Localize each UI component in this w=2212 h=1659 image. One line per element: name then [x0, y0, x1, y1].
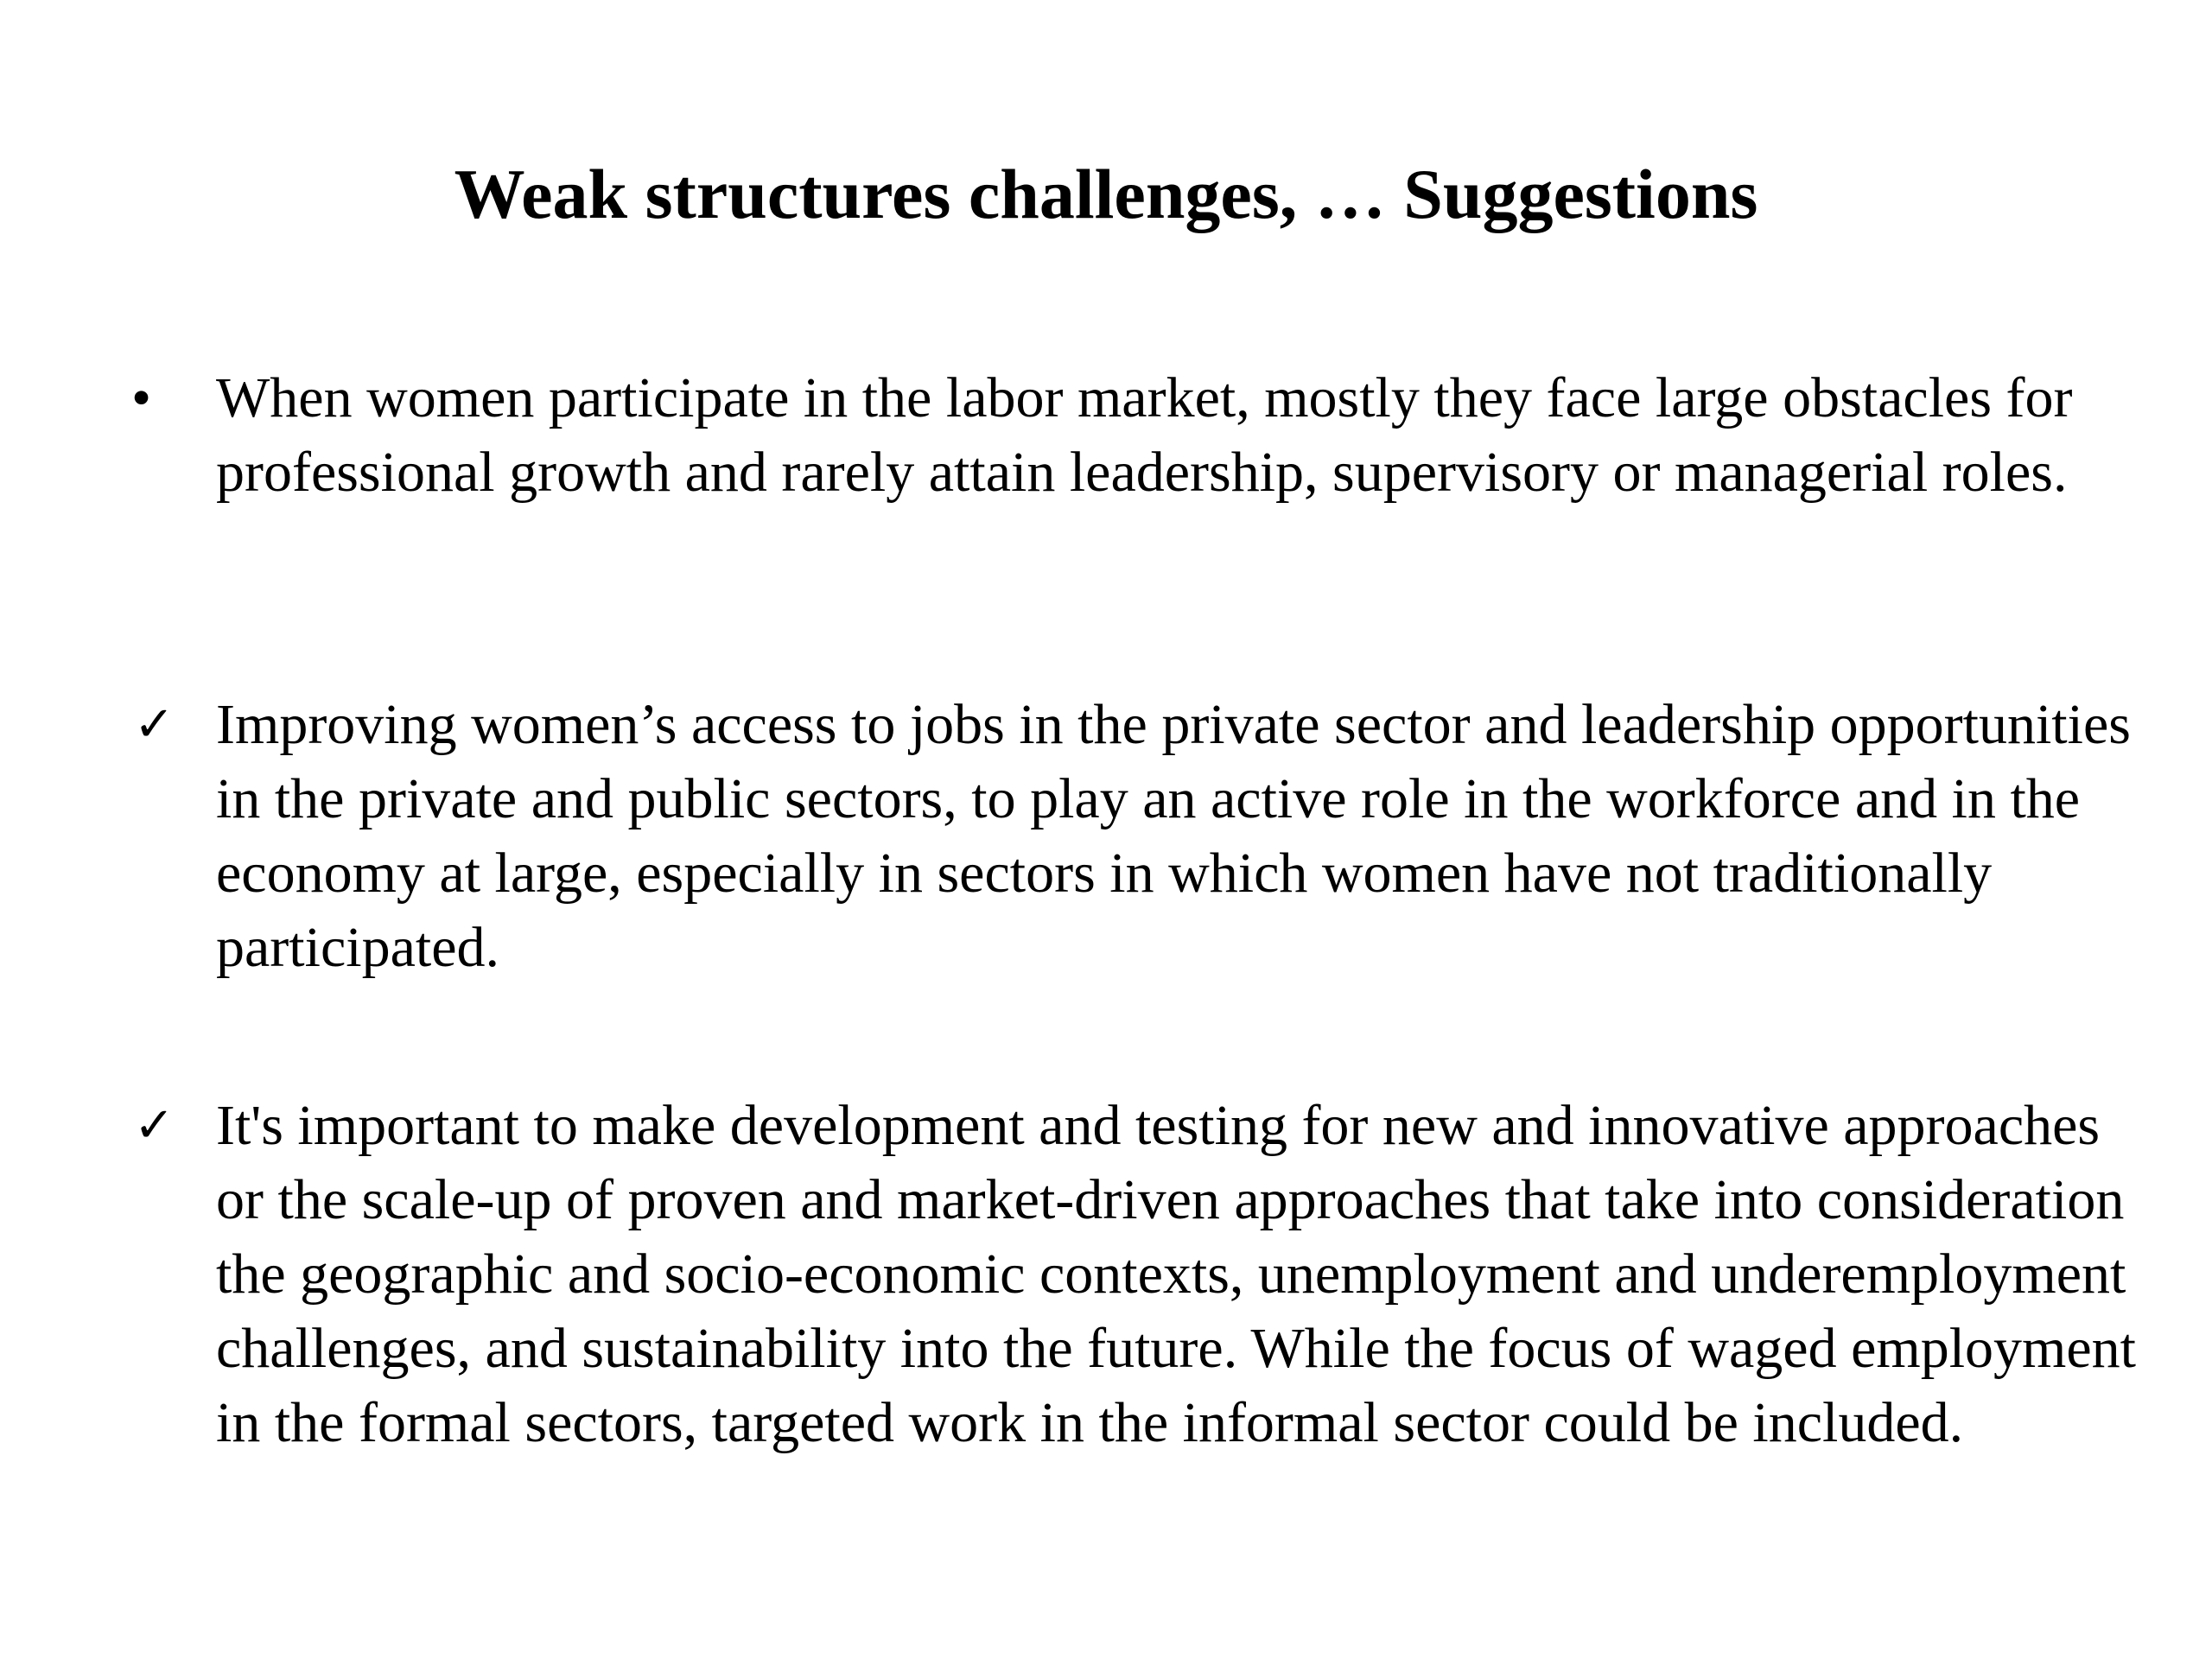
bullet-icon: •: [131, 366, 152, 429]
checkmark-icon: ✓: [134, 696, 175, 753]
suggestion-text: It's important to make development and testing for new and innovative approaches or the scale-up of proven and market-driven approaches that take into consideration the geographic and socio-economic contexts, unemployment and underemployment challenges, and sustainability into the future. While the focus of waged employment in the formal sectors, targeted work in the informal sector could be included.: [216, 1094, 2137, 1454]
checkmark-icon: ✓: [134, 1097, 175, 1154]
suggestion-text: Improving women’s access to jobs in the private sector and leadership opportunities in the private and public sectors, to play an active role in the workforce and in the economy at large, especially in sectors in which women have not traditionally participated.: [216, 693, 2131, 979]
slide-title: Weak structures challenges, … Suggestions: [454, 155, 1758, 233]
bullet-text: When women participate in the labor market, mostly they face large obstacles for professional growth and rarely attain leadership, supervisory or managerial roles.: [216, 366, 2073, 504]
